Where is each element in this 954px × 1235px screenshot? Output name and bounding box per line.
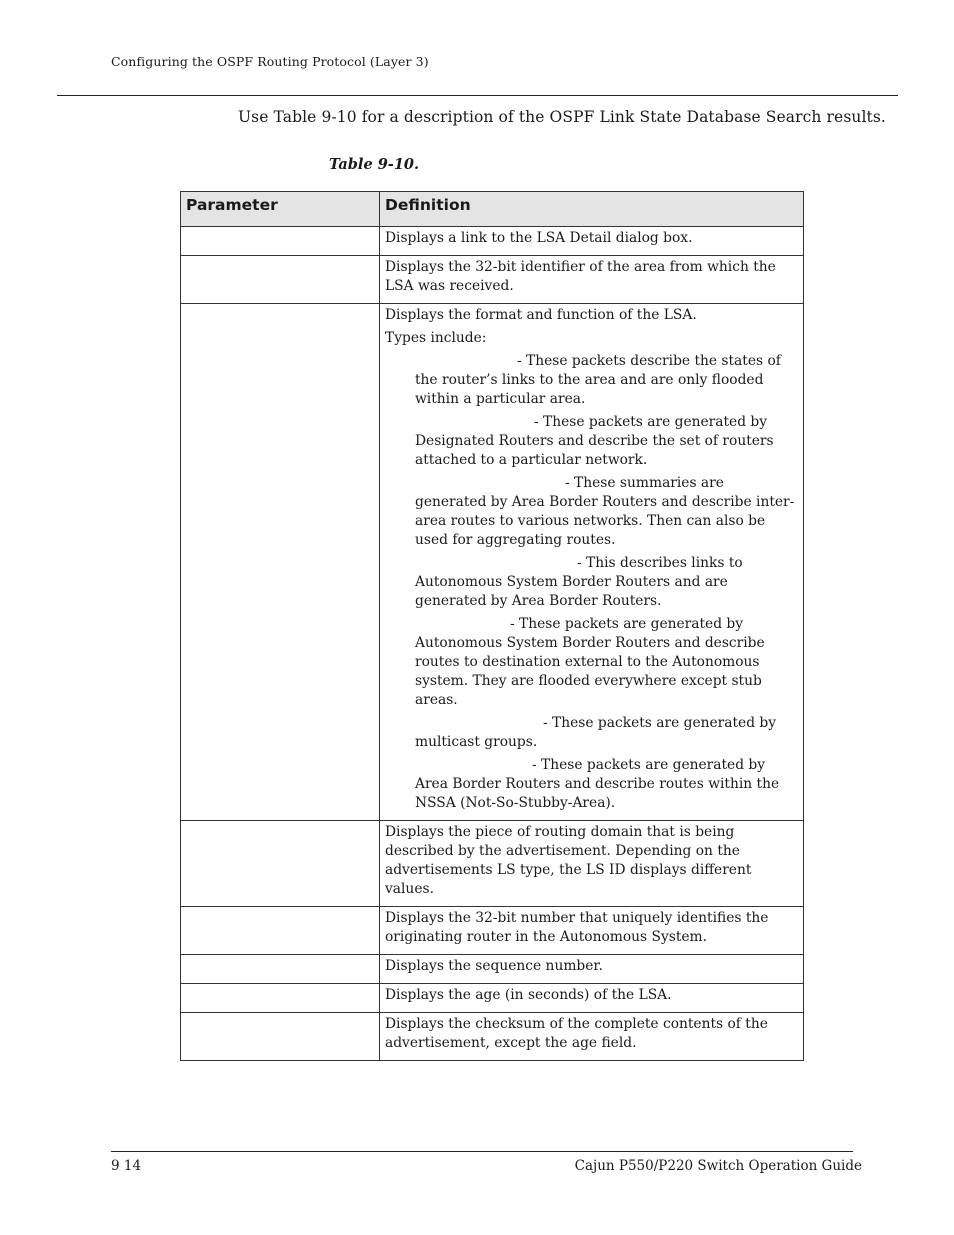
table-row (181, 984, 804, 1013)
table-row (181, 256, 804, 304)
table-row (181, 907, 804, 955)
table-row (181, 304, 804, 821)
ospf-lsdb-parameter-table (180, 191, 804, 1061)
lsa-type-item: - These packets are generated by multicast groups. (415, 715, 777, 750)
definition-text: Displays the 32-bit identifier of the area from which the LSA was received. (385, 259, 776, 294)
definition-text: Displays the age (in seconds) of the LSA. (385, 987, 672, 1003)
definition-cell (380, 984, 804, 1013)
lsa-type-item: - These packets describe the states of the router’s links to the area and are only flooded within a particular area. (415, 353, 781, 407)
definition-text: Displays the sequence number. (385, 958, 603, 974)
page-number: 9 14 (111, 1158, 142, 1174)
definition-cell (380, 304, 804, 821)
parameter-cell (181, 256, 380, 304)
definition-text: Displays the piece of routing domain that is being described by the advertisement. Depending on the advertisements LS type, the LS ID displays different values. (385, 824, 752, 897)
footer-divider (111, 1151, 853, 1152)
lsa-type-item: - These packets are generated by Area Border Routers and describe routes within the NSSA (Not-So-Stubby-Area). (415, 757, 780, 811)
table-header-row (181, 192, 804, 227)
definition-cell (380, 256, 804, 304)
table-row (181, 227, 804, 256)
definition-text: Displays a link to the LSA Detail dialog box. (385, 230, 693, 246)
definition-cell (380, 227, 804, 256)
parameter-cell (181, 984, 380, 1013)
table-row (181, 1013, 804, 1061)
table-row (181, 955, 804, 984)
column-header-definition: Definition (380, 192, 804, 227)
running-header: Configuring the OSPF Routing Protocol (Layer 3) (111, 54, 429, 69)
lsa-type-item: - These packets are generated by Designated Routers and describe the set of routers attached to a particular network. (415, 414, 774, 468)
parameter-cell (181, 227, 380, 256)
parameter-cell (181, 304, 380, 821)
lsa-type-item: - This describes links to Autonomous System Border Routers and are generated by Area Border Routers. (415, 555, 743, 609)
definition-text: Displays the checksum of the complete contents of the advertisement, except the age field. (385, 1016, 768, 1051)
parameter-cell (181, 821, 380, 907)
intro-paragraph: Use Table 9-10 for a description of the OSPF Link State Database Search results. (238, 108, 886, 126)
definition-text: Displays the format and function of the LSA. (385, 307, 697, 323)
table-row (181, 821, 804, 907)
table-caption: Table 9-10. (329, 156, 420, 173)
parameter-cell (181, 955, 380, 984)
lsa-type-item: - These packets are generated by Autonomous System Border Routers and describe routes to destination external to the Autonomous system. They are flooded everywhere except stub areas. (415, 616, 765, 708)
parameter-cell (181, 1013, 380, 1061)
definition-cell (380, 1013, 804, 1061)
definition-text: Types include: (385, 330, 487, 346)
guide-title: Cajun P550/P220 Switch Operation Guide (574, 1158, 862, 1174)
definition-cell (380, 821, 804, 907)
definition-cell (380, 955, 804, 984)
definition-text: Displays the 32-bit number that uniquely identifies the originating router in the Autonomous System. (385, 910, 769, 945)
definition-cell (380, 907, 804, 955)
header-divider (57, 95, 898, 96)
parameter-cell (181, 907, 380, 955)
lsa-type-item: - These summaries are generated by Area Border Routers and describe inter-area routes to various networks. Then can also be used for aggregating routes. (415, 475, 795, 548)
column-header-parameter: Parameter (181, 192, 380, 227)
